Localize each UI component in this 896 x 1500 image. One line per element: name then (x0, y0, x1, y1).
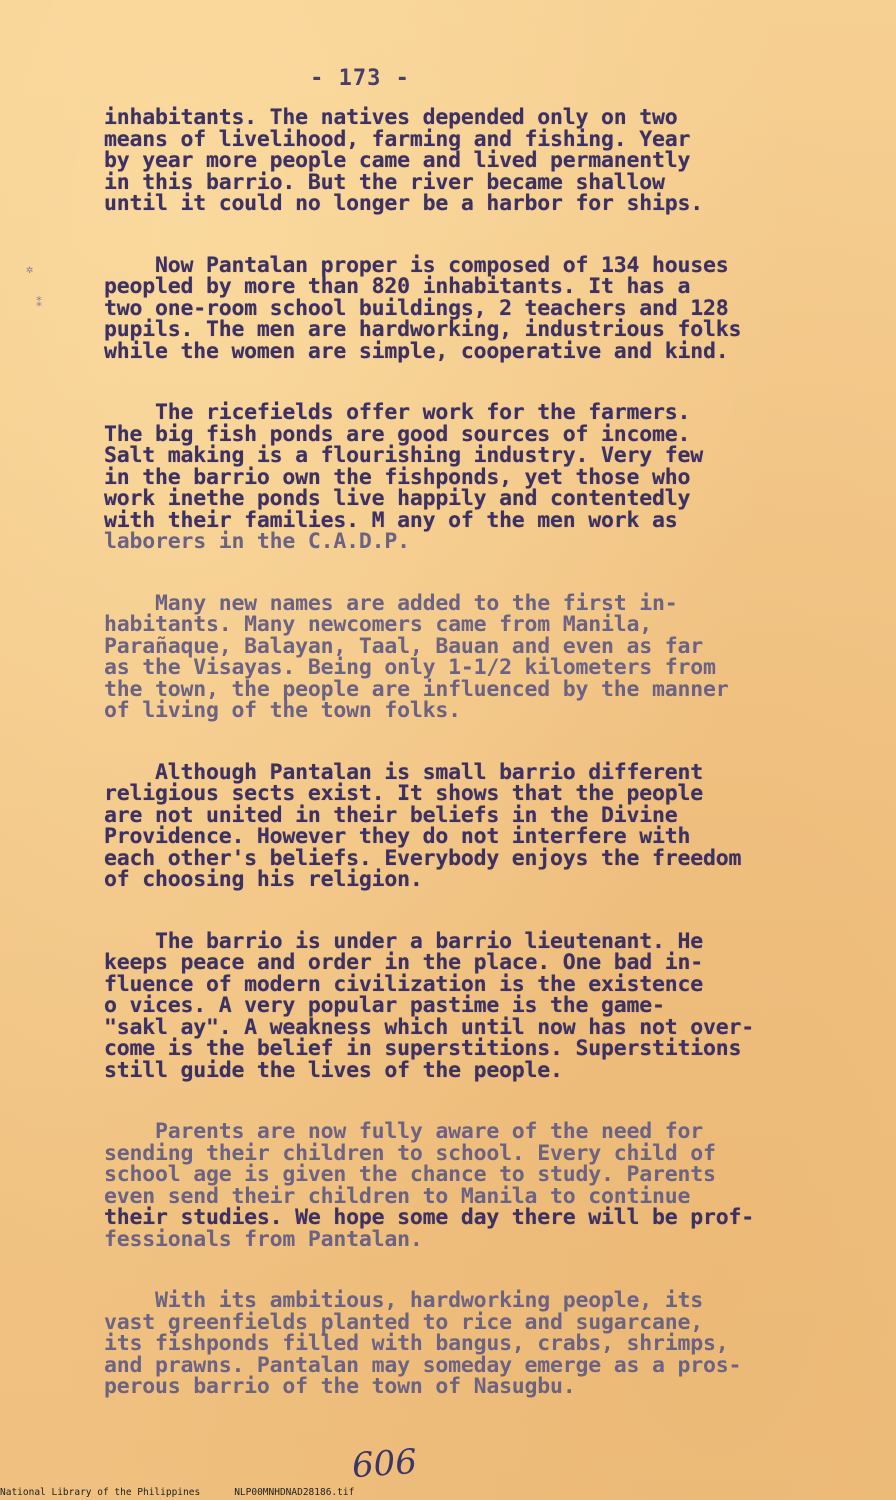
text-line: habitants. Many newcomers came from Manila, (104, 612, 652, 637)
library-credit: National Library of the Philippines (0, 1487, 201, 1498)
text-line: come is the belief in superstitions. Superstitions (104, 1036, 742, 1061)
text-line: religious sects exist. It shows that the people (104, 781, 703, 806)
text-line: their studies. We hope some day there will be prof- (104, 1205, 754, 1230)
text-line: as the Visayas. Being only 1-1/2 kilometers from (104, 655, 716, 680)
text-line: even send their children to Manila to continue (104, 1183, 691, 1209)
text-line: means of livelihood, farming and fishing. Year (104, 126, 691, 152)
text-line: of living of the town folks. (104, 698, 461, 723)
text-line: and prawns. Pantalan may someday emerge as a pros- (104, 1352, 742, 1378)
text-line: in the barrio own the fishponds, yet those who (104, 464, 691, 490)
text-line: each other's beliefs. Everybody enjoys the freedom (104, 845, 742, 871)
page-number: - 173 - (310, 66, 410, 91)
text-line: The big fish ponds are good sources of income. (104, 421, 691, 447)
text-line: Parents are now fully aware of the need for (104, 1119, 703, 1144)
paragraph-7 (104, 1121, 864, 1250)
text-line: by year more people came and lived permanently (104, 148, 691, 173)
text-line: school age is given the chance to study. Parents (104, 1162, 716, 1187)
text-line: are not united in their beliefs in the Divine (104, 802, 678, 828)
text-line: Although Pantalan is small barrio different (104, 759, 703, 785)
handwritten-page-number: 606 (350, 1441, 419, 1487)
paragraph-5 (104, 759, 864, 892)
text-line: still guide the lives of the people. (104, 1057, 563, 1083)
text-line: sending their children to school. Every child of (104, 1140, 716, 1166)
text-line: with their families. M any of the men work as (104, 507, 678, 533)
text-line: work inethe ponds live happily and contentedly (104, 486, 691, 511)
text-line: With its ambitious, hardworking people, its (104, 1288, 703, 1313)
paragraph-4 (104, 590, 864, 723)
text-line: perous barrio of the town of Nasugbu. (104, 1374, 576, 1399)
text-line: pupils. The men are hardworking, industrious folks (104, 317, 742, 342)
text-line: Salt making is a flourishing industry. Very few (104, 443, 703, 468)
text-line: keeps peace and order in the place. One bad in- (104, 950, 703, 975)
margin-mark: ✲ (26, 262, 34, 276)
text-line: The ricefields offer work for the farmers. (104, 400, 691, 425)
archive-footer (0, 1487, 354, 1498)
text-line: in this barrio. But the river became shallow (104, 169, 665, 195)
paragraph-8 (104, 1290, 864, 1398)
text-line: Many new names are added to the first in- (104, 590, 678, 616)
text-line: vast greenfields planted to rice and sugarcane, (104, 1309, 703, 1335)
text-line: peopled by more than 820 inhabitants. It has a (104, 274, 691, 299)
text-line: Providence. However they do not interfere with (104, 824, 691, 849)
text-line: two one-room school buildings, 2 teachers and 128 (104, 295, 729, 321)
paragraph-3 (104, 402, 864, 553)
text-line: fessionals from Pantalan. (104, 1226, 423, 1252)
text-line: of choosing his religion. (104, 867, 423, 892)
document-body (104, 107, 864, 1438)
text-line: Now Pantalan proper is composed of 134 houses (104, 252, 729, 278)
text-line: the town, the people are influenced by the manner (104, 676, 729, 702)
text-line: o vices. A very popular pastime is the game- (104, 993, 665, 1018)
text-line: its fishponds filled with bangus, crabs, shrimps, (104, 1331, 729, 1356)
paragraph-1 (104, 107, 864, 215)
margin-mark: ⁑ (36, 296, 42, 310)
text-line: fluence of modern civilization is the existence (104, 971, 703, 997)
text-line: laborers in the C.A.D.P. (104, 529, 410, 554)
file-identifier: NLP00MNHDNAD28186.tif (234, 1487, 355, 1498)
text-line: inhabitants. The natives depended only on two (104, 105, 678, 130)
text-line: until it could no longer be a harbor for ships. (104, 191, 703, 216)
paragraph-2 (104, 252, 864, 364)
text-line: while the women are simple, cooperative and kind. (104, 338, 729, 364)
text-line: Parañaque, Balayan, Taal, Bauan and even as far (104, 633, 703, 659)
text-line: "sakl ay". A weakness which until now has not over- (104, 1014, 754, 1040)
text-line: The barrio is under a barrio lieutenant. He (104, 928, 703, 954)
paragraph-6 (104, 928, 864, 1083)
